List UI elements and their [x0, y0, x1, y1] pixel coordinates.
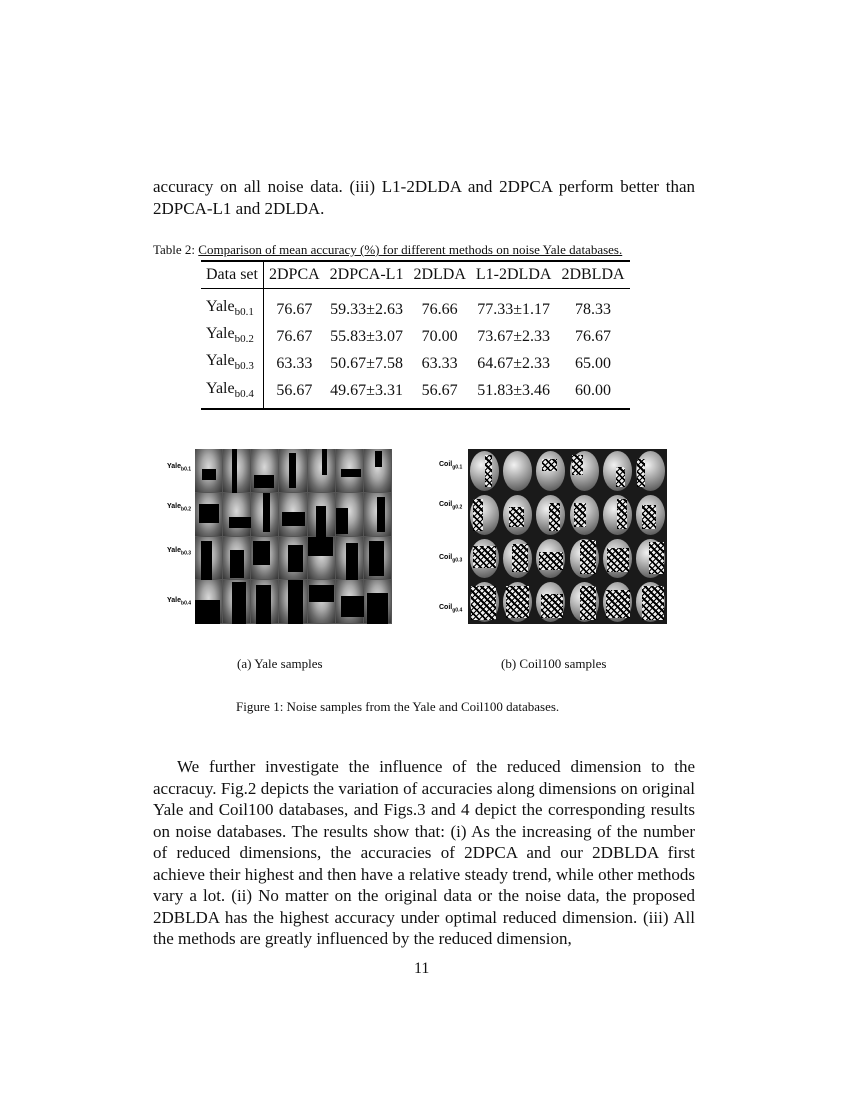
face-sample — [336, 580, 363, 623]
face-sample — [223, 449, 250, 492]
intro-paragraph: accuracy on all noise data. (iii) L1-2DLDA and 2DPCA perform better than 2DPCA-L1 and 2DLDA. — [153, 177, 695, 218]
noise-patch — [473, 499, 483, 531]
noise-patch — [549, 503, 559, 531]
subcaption-b: (b) Coil100 samples — [501, 656, 607, 671]
noise-patch — [637, 459, 644, 487]
occlusion-block — [230, 550, 244, 578]
noise-patch — [580, 540, 596, 574]
occlusion-block — [232, 582, 246, 624]
occlusion-block — [201, 541, 212, 580]
coil-object-sample — [470, 451, 499, 491]
table-caption-text: Comparison of mean accuracy (%) for different methods on noise Yale databases. — [198, 242, 623, 257]
face-sample — [308, 580, 335, 623]
table-cell: 70.00 — [421, 327, 458, 345]
occlusion-block — [375, 451, 382, 466]
face-sample — [279, 493, 306, 536]
table-cell-best: 78.33 — [574, 300, 611, 318]
coil-object-sample — [636, 539, 665, 579]
occlusion-block — [232, 449, 238, 493]
face-sample — [251, 580, 278, 623]
occlusion-block — [346, 543, 359, 580]
coil-object-sample — [570, 582, 599, 622]
occlusion-block — [254, 475, 274, 488]
coil-object-sample — [570, 451, 599, 491]
subcaption-a: (a) Yale samples — [237, 656, 323, 671]
table-cell-best: 76.67 — [574, 327, 611, 345]
occlusion-block — [195, 600, 220, 624]
noise-patch — [642, 586, 664, 620]
face-sample — [364, 449, 391, 492]
table-caption-prefix: Table 2: — [153, 242, 199, 257]
occlusion-block — [256, 585, 271, 624]
coil-object-sample — [503, 539, 532, 579]
yale-row-label: Yale$_{b0.1}$ — [167, 463, 192, 473]
table-cell: 56.67 — [276, 382, 313, 400]
occlusion-block — [253, 541, 270, 565]
coil-object-sample — [470, 582, 499, 622]
coil-object-sample — [603, 451, 632, 491]
noise-patch — [606, 590, 631, 618]
noise-patch — [607, 548, 629, 572]
header-2dpca-l1: 2DPCA-L1 — [329, 266, 404, 283]
table-caption — [153, 242, 698, 258]
noise-patch — [617, 499, 627, 529]
occlusion-block — [322, 449, 328, 475]
occlusion-block — [199, 504, 219, 524]
occlusion-block — [367, 593, 388, 624]
header-2dblda: 2DBLDA — [561, 266, 625, 283]
coil-object-sample — [536, 451, 565, 491]
table-cell: 73.67±2.33 — [477, 327, 551, 345]
occlusion-block — [202, 469, 216, 480]
face-sample — [308, 537, 335, 580]
noise-patch — [512, 544, 528, 572]
coil-object-sample — [570, 539, 599, 579]
occlusion-block — [309, 585, 334, 603]
coil-object-sample — [636, 451, 665, 491]
row-label: Yale$_{b0.4}$ — [201, 378, 263, 409]
yale-row-label: Yale$_{b0.4}$ — [167, 597, 192, 607]
occlusion-block — [308, 537, 333, 557]
table-header-row — [201, 261, 630, 289]
table-cell: 64.67±2.33 — [477, 354, 551, 372]
noise-patch — [574, 503, 586, 527]
face-sample — [195, 580, 222, 623]
face-sample — [336, 537, 363, 580]
coil-object-sample — [503, 495, 532, 535]
table-cell: 51.83±3.46 — [477, 382, 551, 400]
face-sample — [308, 493, 335, 536]
coil-object-sample — [570, 495, 599, 535]
body-paragraph: We further investigate the influence of the reduced dimension to the accracuy. Fig.2 depicts the variation of accuracies along dimensions on original Yale and Coil100 databases, and Figs.3 and 4 depict the corresponding results on noise databases. The results show that: (i) As the increasing of the number of reduced dimensions, the accuracies of 2DPCA and our 2DBLDA first achieve their highest and then have a relative steady trend, while other methods vary a lot. (ii) No matter on the original data or the noise data, the proposed 2DBLDA has the highest accuracy under optimal reduced dimension. (iii) All the methods are greatly influenced by the reduced dimension, — [153, 757, 695, 948]
coil-object-sample — [503, 451, 532, 491]
row-label: Yale$_{b0.2}$ — [201, 323, 263, 350]
table-cell: 56.67 — [421, 382, 458, 400]
noise-patch — [542, 459, 557, 471]
coil-row-label: Coil$_{g0.4}$ — [439, 604, 463, 614]
table-cell: 50.67±7.58 — [330, 354, 403, 372]
table-cell: 76.67 — [276, 300, 313, 318]
table-row — [201, 378, 630, 409]
table-cell: 59.33±2.63 — [330, 300, 403, 318]
face-sample — [251, 493, 278, 536]
table-row — [201, 323, 630, 350]
noise-patch — [506, 586, 529, 618]
face-sample — [279, 449, 306, 492]
coil-object-sample — [536, 539, 565, 579]
face-sample — [223, 493, 250, 536]
coil-object-sample — [536, 582, 565, 622]
face-sample — [195, 537, 222, 580]
face-sample — [308, 449, 335, 492]
table-row — [201, 289, 630, 324]
occlusion-block — [341, 469, 361, 478]
noise-patch — [471, 586, 496, 620]
face-sample — [279, 537, 306, 580]
face-sample — [223, 537, 250, 580]
face-sample — [364, 537, 391, 580]
noise-patch — [642, 505, 657, 529]
face-sample — [251, 537, 278, 580]
coil-object-sample — [536, 495, 565, 535]
noise-patch — [541, 594, 563, 618]
noise-patch — [572, 455, 582, 475]
page-number: 11 — [414, 960, 430, 977]
coil-object-sample — [470, 539, 499, 579]
face-sample — [364, 493, 391, 536]
table-cell: 63.33 — [276, 354, 313, 372]
table-cell: 49.67±3.31 — [330, 382, 403, 400]
row-label: Yale$_{b0.1}$ — [201, 289, 263, 324]
results-table — [201, 260, 630, 410]
face-sample — [195, 493, 222, 536]
header-data-set: Data set — [201, 261, 263, 289]
coil-object-sample — [603, 582, 632, 622]
occlusion-block — [282, 512, 305, 525]
face-sample — [251, 449, 278, 492]
table-cell: 55.83±3.07 — [330, 327, 403, 345]
header-l1-2dlda: L1-2DLDA — [475, 266, 552, 283]
coil-object-sample — [503, 582, 532, 622]
yale-samples-image — [195, 449, 392, 624]
occlusion-block — [289, 453, 296, 488]
face-sample — [223, 580, 250, 623]
row-label: Yale$_{b0.3}$ — [201, 350, 263, 377]
occlusion-block — [229, 517, 252, 528]
coil-object-sample — [636, 495, 665, 535]
occlusion-block — [377, 497, 385, 532]
table-row — [201, 350, 630, 377]
table-cell-best: 76.67 — [276, 327, 313, 345]
occlusion-block — [288, 580, 303, 624]
noise-patch — [580, 586, 596, 620]
face-sample — [364, 580, 391, 623]
face-sample — [336, 449, 363, 492]
noise-patch — [509, 507, 524, 527]
figure-caption: Figure 1: Noise samples from the Yale and Coil100 databases. — [236, 699, 560, 714]
table-cell: 76.66 — [421, 300, 458, 318]
yale-row-label: Yale$_{b0.3}$ — [167, 547, 192, 557]
table-cell: 63.33 — [421, 354, 458, 372]
noise-patch — [616, 467, 625, 487]
table-cell: 77.33±1.17 — [477, 300, 551, 318]
noise-patch — [649, 542, 664, 574]
noise-patch — [473, 546, 496, 568]
occlusion-block — [288, 545, 303, 571]
coil100-samples-image — [468, 449, 667, 624]
coil-row-label: Coil$_{g0.1}$ — [439, 461, 463, 471]
face-sample — [336, 493, 363, 536]
yale-row-label: Yale$_{b0.2}$ — [167, 503, 192, 513]
coil-row-label: Coil$_{g0.3}$ — [439, 554, 463, 564]
occlusion-block — [263, 493, 270, 532]
noise-patch — [539, 552, 562, 570]
occlusion-block — [336, 508, 349, 534]
coil-object-sample — [470, 495, 499, 535]
coil-object-sample — [636, 582, 665, 622]
face-sample — [279, 580, 306, 623]
coil-row-label: Coil$_{g0.2}$ — [439, 501, 463, 511]
table-cell-best: 60.00 — [574, 382, 611, 400]
coil-object-sample — [603, 539, 632, 579]
occlusion-block — [341, 596, 364, 618]
noise-patch — [485, 455, 492, 487]
occlusion-block — [369, 541, 383, 576]
table-cell-best: 65.00 — [574, 354, 611, 372]
coil-object-sample — [603, 495, 632, 535]
occlusion-block — [316, 506, 326, 537]
header-2dlda: 2DLDA — [413, 266, 466, 283]
face-sample — [195, 449, 222, 492]
header-2dpca: 2DPCA — [268, 266, 320, 283]
